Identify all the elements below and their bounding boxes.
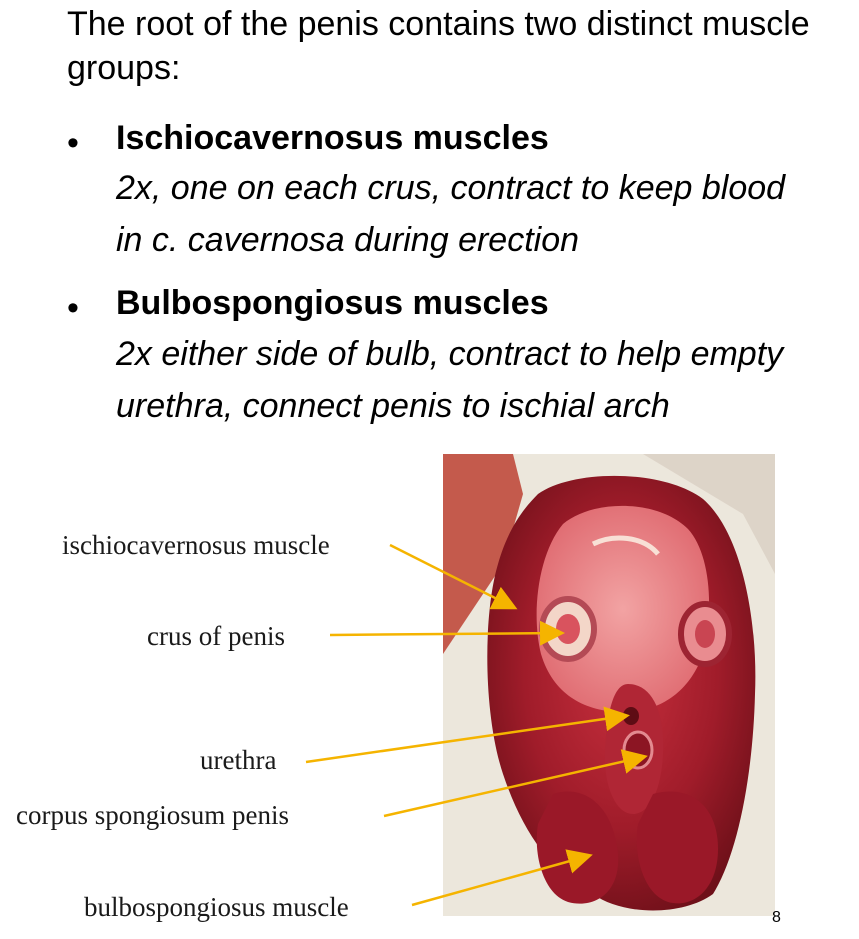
bullet-heading-ischiocavernosus: Ischiocavernosus muscles: [116, 119, 549, 157]
bullet-description-bulbospongiosus: 2x either side of bulb, contract to help empty urethra, connect penis to ischial arch: [116, 335, 784, 425]
intro-text: The root of the penis contains two distinct muscle groups:: [67, 5, 810, 87]
label-bulbospongiosus-muscle: bulbospongiosus muscle: [84, 892, 349, 922]
bullet-heading-bulbospongiosus: Bulbospongiosus muscles: [116, 284, 549, 322]
arrow-ischiocavernosus: [390, 545, 513, 607]
arrow-urethra: [306, 716, 625, 762]
page-number: 8: [772, 909, 781, 926]
bullet-marker: •: [67, 124, 79, 162]
label-corpus-spongiosum-penis: corpus spongiosum penis: [16, 800, 289, 830]
arrow-bulbospongiosus: [412, 856, 588, 905]
bullet-marker: •: [67, 289, 79, 327]
label-ischiocavernosus-muscle: ischiocavernosus muscle: [62, 530, 330, 560]
arrow-corpus: [384, 757, 643, 816]
label-urethra: urethra: [200, 745, 277, 775]
label-crus-of-penis: crus of penis: [147, 621, 285, 651]
arrow-crus: [330, 633, 560, 635]
bullet-description-ischiocavernosus: 2x, one on each crus, contract to keep blood in c. cavernosa during erection: [116, 169, 786, 259]
